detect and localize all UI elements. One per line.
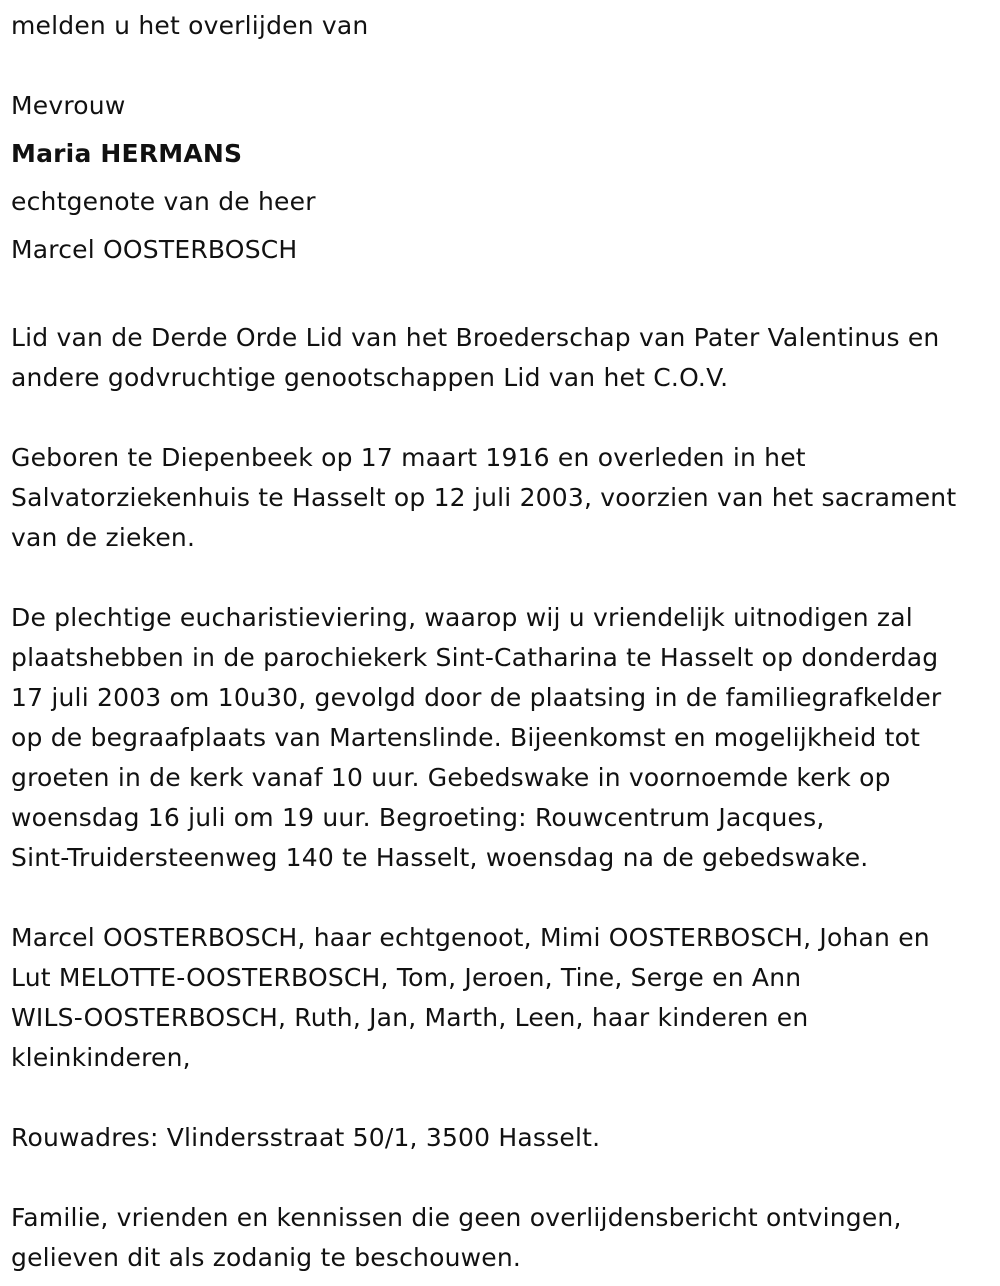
spouse-name: Marcel OOSTERBOSCH [11, 235, 298, 264]
paragraph-line: WILS-OOSTERBOSCH, Ruth, Jan, Marth, Leen, haar kinderen en [11, 1003, 809, 1032]
spacer [11, 1158, 991, 1198]
deceased-name: Maria HERMANS [11, 139, 243, 168]
birth-death-paragraph [11, 438, 991, 558]
paragraph-line: op de begraafplaats van Martenslinde. Bijeenkomst en mogelijkheid tot [11, 723, 921, 752]
spacer [11, 46, 991, 86]
paragraph-line: Geboren te Diepenbeek op 17 maart 1916 en overleden in het [11, 443, 806, 472]
paragraph-line: andere godvruchtige genootschappen Lid van het C.O.V. [11, 363, 729, 392]
paragraph-line: Lut MELOTTE-OOSTERBOSCH, Tom, Jeroen, Tine, Serge en Ann [11, 963, 802, 992]
spacer [11, 1078, 991, 1118]
paragraph-line: 17 juli 2003 om 10u30, gevolgd door de plaatsing in de familiegrafkelder [11, 683, 942, 712]
spacer [11, 278, 991, 318]
paragraph-line: groeten in de kerk vanaf 10 uur. Gebedswake in voornoemde kerk op [11, 763, 891, 792]
deceased-relation: echtgenote van de heer [11, 187, 316, 216]
closing-paragraph [11, 1198, 991, 1278]
paragraph-line: Familie, vrienden en kennissen die geen overlijdensbericht ontvingen, [11, 1203, 902, 1232]
death-notice [11, 6, 991, 1278]
paragraph-line: van de zieken. [11, 523, 196, 552]
intro-text: melden u het overlijden van [11, 11, 369, 40]
spacer [11, 878, 991, 918]
mourning-address: Rouwadres: Vlindersstraat 50/1, 3500 Hasselt. [11, 1123, 601, 1152]
spacer [11, 558, 991, 598]
paragraph-line: Lid van de Derde Orde Lid van het Broederschap van Pater Valentinus en [11, 323, 940, 352]
deceased-title: Mevrouw [11, 91, 126, 120]
memberships-paragraph [11, 318, 991, 398]
paragraph-line: Salvatorziekenhuis te Hasselt op 12 juli 2003, voorzien van het sacrament [11, 483, 957, 512]
family-paragraph [11, 918, 991, 1078]
paragraph-line: woensdag 16 juli om 19 uur. Begroeting: Rouwcentrum Jacques, [11, 803, 825, 832]
paragraph-line: gelieven dit als zodanig te beschouwen. [11, 1243, 522, 1272]
paragraph-line: De plechtige eucharistieviering, waarop wij u vriendelijk uitnodigen zal [11, 603, 913, 632]
paragraph-line: kleinkinderen, [11, 1043, 191, 1072]
paragraph-line: plaatshebben in de parochiekerk Sint-Catharina te Hasselt op donderdag [11, 643, 939, 672]
ceremony-paragraph [11, 598, 991, 878]
spacer [11, 398, 991, 438]
paragraph-line: Sint-Truidersteenweg 140 te Hasselt, woensdag na de gebedswake. [11, 843, 869, 872]
paragraph-line: Marcel OOSTERBOSCH, haar echtgenoot, Mimi OOSTERBOSCH, Johan en [11, 923, 930, 952]
